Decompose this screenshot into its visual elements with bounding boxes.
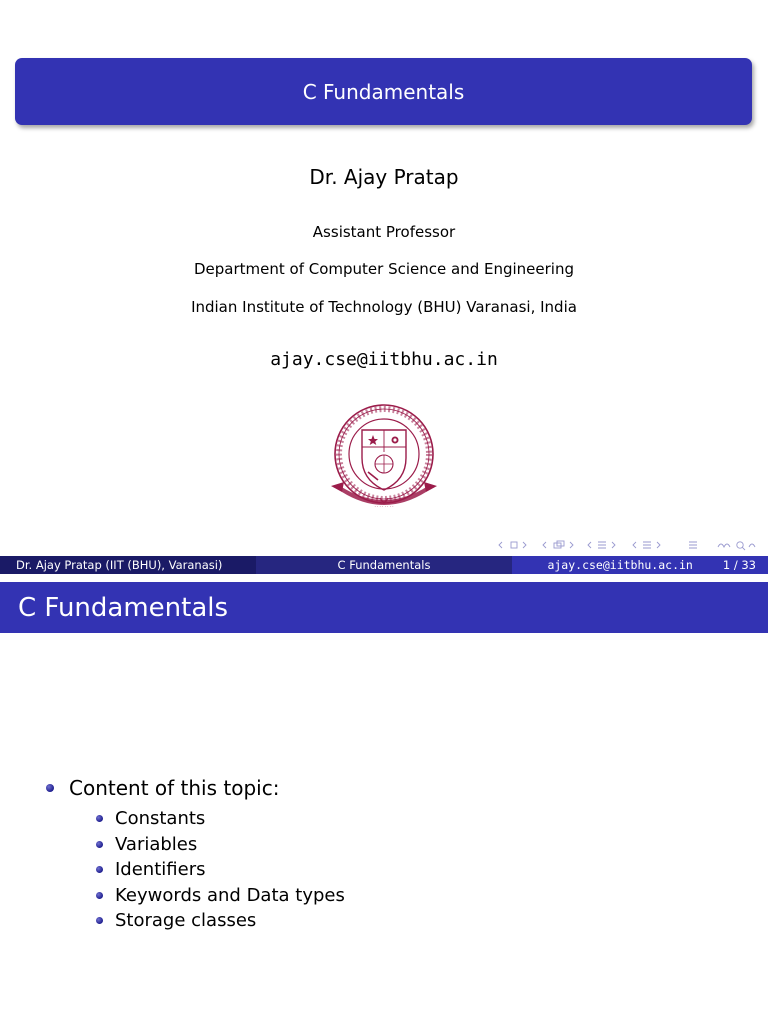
footer-info <box>512 556 768 574</box>
list-item-text: Constants <box>115 808 206 830</box>
footer-page-number: 1 / 33 <box>722 558 756 572</box>
list-item <box>96 857 726 883</box>
list-item-text: Variables <box>115 833 198 855</box>
bullet-icon <box>96 892 103 899</box>
beamer-navigation-symbols-icon[interactable] <box>496 538 762 552</box>
svg-text:· · · · · · · ·: · · · · · · · · <box>374 504 394 509</box>
footer-title <box>256 556 512 574</box>
list-item <box>96 806 726 832</box>
author-department: Department of Computer Science and Engineering <box>193 260 574 278</box>
slide-footer <box>0 556 768 574</box>
title-banner <box>15 58 752 125</box>
author-name: Dr. Ajay Pratap <box>309 165 459 189</box>
footer-email: ajay.cse@iitbhu.ac.in <box>547 558 693 572</box>
list-item <box>96 832 726 858</box>
frame-title-bar <box>0 582 768 633</box>
presentation-title: C Fundamentals <box>302 79 465 104</box>
bullet-icon <box>96 917 103 924</box>
footer-author-text: Dr. Ajay Pratap (IIT (BHU), Varanasi) <box>16 558 223 572</box>
list-item <box>96 883 726 909</box>
main-bullet-text: Content of this topic: <box>69 776 280 800</box>
list-item <box>96 908 726 934</box>
bullet-icon <box>46 784 54 792</box>
frame-content <box>46 773 726 934</box>
footer-title-text: C Fundamentals <box>337 558 431 572</box>
iit-bhu-seal-icon <box>326 402 442 518</box>
bullet-icon <box>96 841 103 848</box>
sub-bullet-list <box>96 806 726 934</box>
author-institute: Indian Institute of Technology (BHU) Varanasi, India <box>191 298 577 316</box>
frame-title: C Fundamentals <box>18 592 229 623</box>
main-bullet <box>46 773 726 803</box>
list-item-text: Storage classes <box>115 910 257 932</box>
bullet-icon <box>96 866 103 873</box>
author-position: Assistant Professor <box>312 223 456 241</box>
footer-author <box>0 556 256 574</box>
bullet-icon <box>96 815 103 822</box>
list-item-text: Keywords and Data types <box>115 884 345 906</box>
list-item-text: Identifiers <box>115 859 206 881</box>
author-email: ajay.cse@iitbhu.ac.in <box>270 349 498 370</box>
